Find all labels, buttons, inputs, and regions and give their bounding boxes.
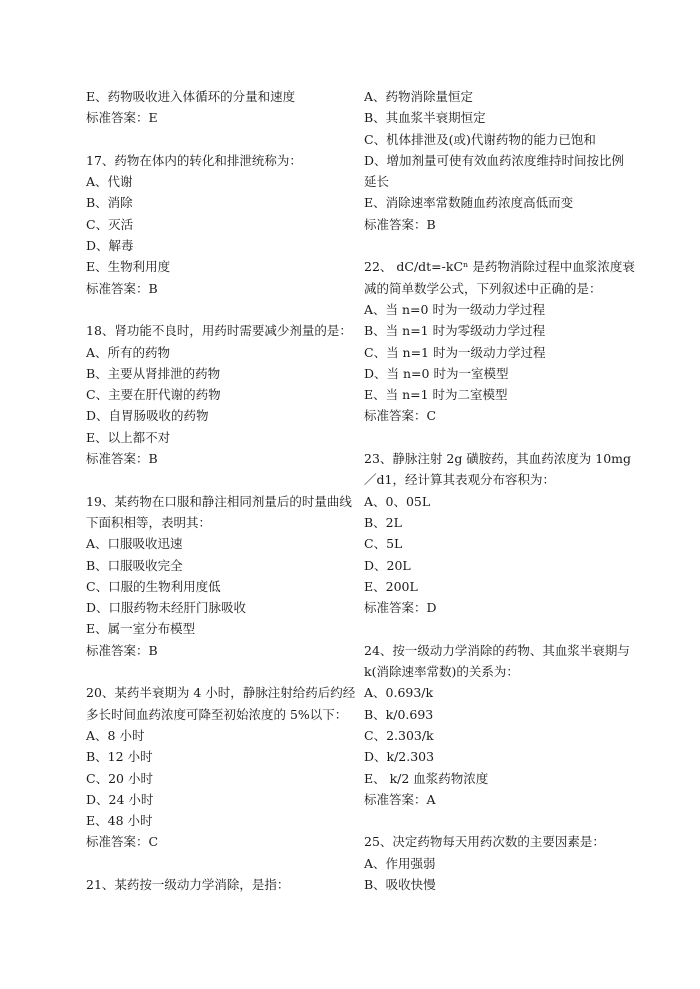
option-c: C、当 n=1 时为一级动力学过程 <box>364 344 546 360</box>
option-b: B、吸收快慢 <box>364 876 436 892</box>
option-e: E、消除速率常数随血药浓度高低而变 <box>364 195 574 211</box>
question-stem: 25、决定药物每天用药次数的主要因素是： <box>364 834 605 850</box>
option-e: E、以上都不对 <box>86 429 171 445</box>
answer-line: 标准答案：C <box>364 408 437 424</box>
option-d: D、20L <box>364 557 411 573</box>
option-c: C、主要在肝代谢的药物 <box>86 387 221 403</box>
question-16-tail <box>86 86 348 129</box>
question-18 <box>86 320 352 469</box>
question-19 <box>86 491 352 661</box>
option-e: E、生物利用度 <box>86 259 171 275</box>
option-a: A、所有的药物 <box>86 344 171 360</box>
option-a: A、0.693/k <box>364 685 434 701</box>
option-d: D、自胃肠吸收的药物 <box>86 408 209 424</box>
option-b: B、其血浆半衰期恒定 <box>364 110 486 126</box>
answer-line: 标准答案：B <box>364 216 436 232</box>
option-e: E、药物吸收进入体循环的分量和速度 <box>86 89 296 104</box>
left-column <box>86 86 356 895</box>
option-d: D、解毒 <box>86 238 134 254</box>
answer-line: 标准答案：E <box>86 110 158 126</box>
question-17 <box>86 150 348 299</box>
option-c: C、灭活 <box>86 216 134 232</box>
option-c: C、口服的生物利用度低 <box>86 578 221 594</box>
option-a: A、作用强弱 <box>364 855 436 871</box>
question-stem-line-2: 多长时间血药浓度可降至初始浓度的 5%以下： <box>86 706 348 722</box>
option-e: E、当 n=1 时为二室模型 <box>364 387 508 403</box>
option-d: D、增加剂量可使有效血药浓度维持时间按比例 <box>364 152 625 168</box>
option-c: C、2.303/k <box>364 727 434 743</box>
option-d-continued: 延长 <box>364 174 390 190</box>
question-24 <box>364 640 630 810</box>
question-21-continued <box>364 86 626 235</box>
option-d: D、k/2.303 <box>364 749 435 765</box>
question-stem-line-1: 19、某药物在口服和静注相同剂量后的时量曲线 <box>86 493 352 509</box>
question-stem-line-2: ／d1，经计算其表观分布容积为： <box>364 472 555 488</box>
option-e: E、48 小时 <box>86 813 153 829</box>
question-21 <box>86 874 348 895</box>
option-e: E、200L <box>364 578 418 594</box>
question-stem-line-2: 减的简单数学公式，下列叙述中正确的是： <box>364 280 602 296</box>
option-c: C、20 小时 <box>86 770 153 786</box>
option-a: A、当 n=0 时为一级动力学过程 <box>364 301 545 317</box>
option-c: C、5L <box>364 536 403 552</box>
option-a: A、口服吸收迅速 <box>86 536 183 552</box>
question-20 <box>86 682 356 852</box>
option-b: B、k/0.693 <box>364 706 434 722</box>
question-22 <box>364 256 635 426</box>
question-stem-line-2: 下面积相等，表明其： <box>86 514 212 530</box>
option-b: B、12 小时 <box>86 749 153 765</box>
answer-line: 标准答案：B <box>86 642 158 658</box>
question-stem: 21、某药按一级动力学消除，是指： <box>86 876 290 892</box>
question-stem-line-1: 24、按一级动力学消除的药物、其血浆半衰期与 <box>364 642 630 658</box>
answer-line: 标准答案：A <box>364 791 436 807</box>
option-d: D、口服药物未经肝门脉吸收 <box>86 600 247 616</box>
option-d: D、24 小时 <box>86 791 154 807</box>
answer-line: 标准答案：D <box>364 600 437 616</box>
right-column <box>364 86 635 895</box>
question-stem-line-1: 23、静脉注射 2g 磺胺药，其血药浓度为 10mg <box>364 451 632 467</box>
option-b: B、消除 <box>86 195 133 211</box>
question-23 <box>364 448 632 618</box>
option-b: B、当 n=1 时为零级动力学过程 <box>364 323 546 339</box>
option-e: E、 k/2 血浆药物浓度 <box>364 770 489 786</box>
question-stem: 18、肾功能不良时，用药时需要减少剂量的是： <box>86 323 352 339</box>
question-stem-line-1: 20、某药半衰期为 4 小时，静脉注射给药后约经 <box>86 685 356 701</box>
answer-line: 标准答案：C <box>86 834 159 850</box>
option-c: C、机体排泄及(或)代谢药物的能力已饱和 <box>364 131 596 147</box>
question-stem: 17、药物在体内的转化和排泄统称为： <box>86 152 302 168</box>
question-25 <box>364 831 626 895</box>
answer-line: 标准答案：B <box>86 451 158 467</box>
option-b: B、2L <box>364 514 402 530</box>
question-stem-line-1: 22、 dC/dt=-kCⁿ 是药物消除过程中血浆浓度衰 <box>364 259 635 275</box>
option-b: B、口服吸收完全 <box>86 557 183 573</box>
option-e: E、属一室分布模型 <box>86 621 196 637</box>
option-a: A、0、05L <box>364 493 431 509</box>
question-stem-line-2: k(消除速率常数)的关系为： <box>364 664 519 680</box>
option-d: D、当 n=0 时为一室模型 <box>364 365 509 381</box>
option-a: A、药物消除量恒定 <box>364 89 474 104</box>
option-a: A、8 小时 <box>86 727 145 743</box>
option-a: A、代谢 <box>86 174 133 190</box>
option-b: B、主要从肾排泄的药物 <box>86 365 221 381</box>
answer-line: 标准答案：B <box>86 280 158 296</box>
